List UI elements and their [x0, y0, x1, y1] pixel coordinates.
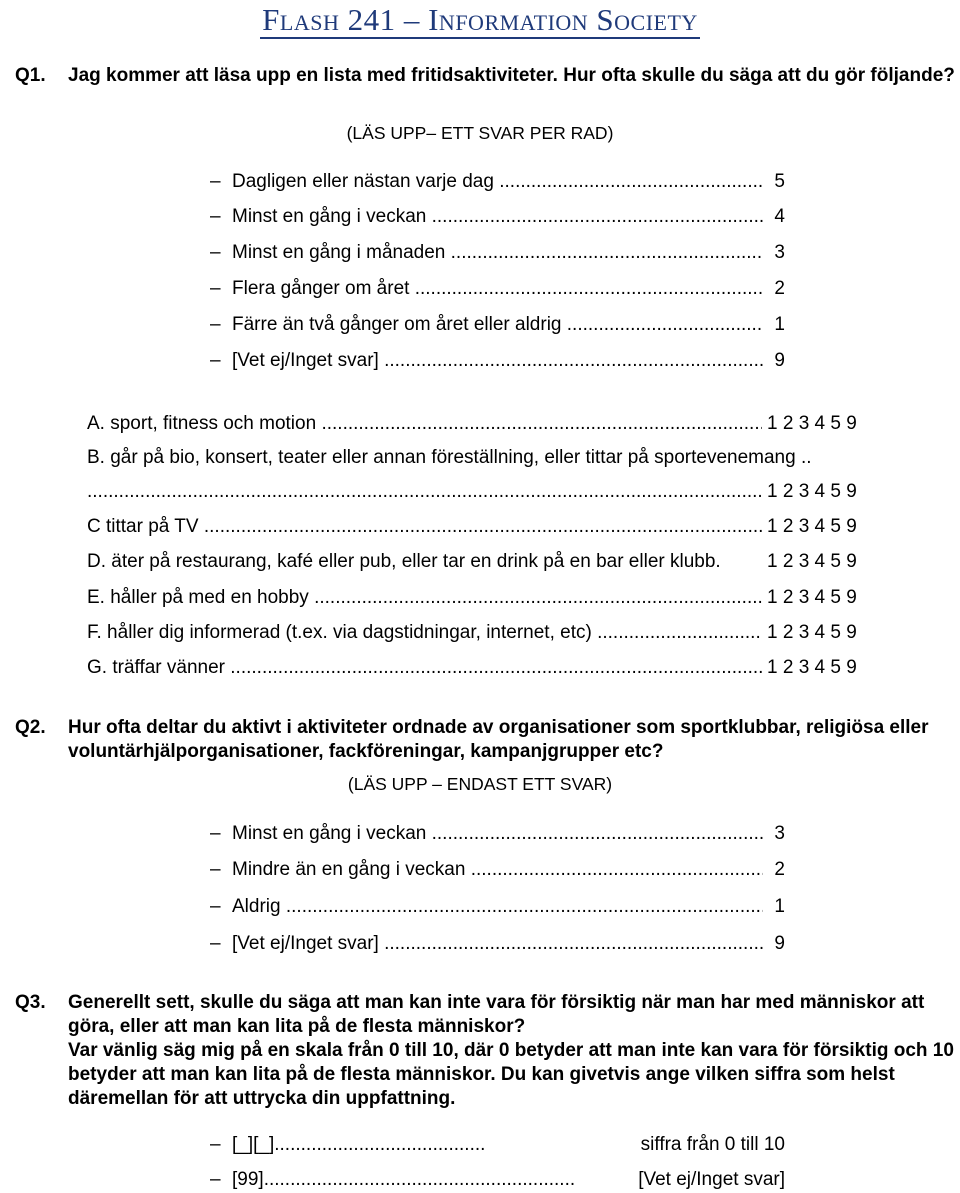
- q2-option: [210, 895, 785, 919]
- q2-text: Hur ofta deltar du aktivt i aktiviteter ordnade av organisationer som sportklubbar, religiösa eller voluntärhjälporganisationer, fackföreningar, kampanjgrupper etc?: [68, 717, 929, 762]
- option-code: 3: [763, 241, 785, 265]
- q2-option: [210, 858, 785, 882]
- dash-icon: –: [210, 1134, 221, 1155]
- dash-icon: –: [210, 350, 221, 371]
- option-label: Minst en gång i veckan .....: [232, 822, 763, 846]
- q1-option: [210, 349, 785, 373]
- q1-item: [87, 446, 877, 470]
- q2-instruction: (LÄS UPP – ENDAST ETT SVAR): [347, 774, 613, 794]
- item-codes: 1 2 3 4 5 9: [767, 481, 857, 502]
- q3-text: Generellt sett, skulle du säga att man kan inte vara för försiktig när man har med människor att göra, eller att man kan lita på de flesta människor?: [68, 992, 925, 1037]
- q1-item: [87, 412, 877, 436]
- dash-icon: –: [210, 278, 221, 299]
- q1-item: [87, 480, 877, 504]
- q1-instruction: (LÄS UPP– ETT SVAR PER RAD): [346, 123, 614, 143]
- q3-option: [210, 1133, 785, 1157]
- option-code: 1: [763, 895, 785, 919]
- item-label: F. håller dig informerad (t.ex. via dagstidningar, internet, etc) .....: [87, 621, 762, 645]
- dash-icon: –: [210, 314, 221, 335]
- q1-text: Jag kommer att läsa upp en lista med fritidsaktiviteter. Hur ofta skulle du säga att du gör följande?: [68, 65, 955, 86]
- page-title: Flash 241 – Information Society: [262, 2, 698, 37]
- item-label: B. går på bio, konsert, teater eller annan föreställning, eller tittar på sportevenemang ..: [87, 447, 812, 468]
- option-code: siffra från 0 till 10: [640, 1134, 785, 1155]
- q1-option: [210, 205, 785, 229]
- option-label: Mindre än en gång i veckan .....: [232, 858, 763, 882]
- q1-option: [210, 170, 785, 194]
- option-label: Färre än två gånger om året eller aldrig .....: [232, 313, 763, 337]
- option-code: 9: [763, 932, 785, 956]
- q2-number: Q2.: [15, 717, 46, 738]
- q1-number: Q1.: [15, 65, 46, 86]
- q1-item: [87, 515, 877, 539]
- q2-option: [210, 822, 785, 846]
- q1-option: [210, 277, 785, 301]
- option-label: Flera gånger om året .....: [232, 277, 763, 301]
- option-code: 1: [763, 313, 785, 337]
- q3-text-scale: Var vänlig säg mig på en skala från 0 till 10, där 0 betyder att man inte kan vara för försiktig och 10 betyder att man kan lita på de flesta människor. Du kan givetvis ange vilken siffra som helst däremellan för att uttrycka din uppfattning.: [68, 1040, 954, 1109]
- option-label: [_][_]........................................: [232, 1134, 486, 1155]
- item-label: C tittar på TV .....: [87, 515, 762, 539]
- q1-item: [87, 586, 877, 610]
- option-code: 5: [763, 170, 785, 194]
- option-label: Dagligen eller nästan varje dag .....: [232, 170, 763, 194]
- dash-icon: –: [210, 823, 221, 844]
- option-label: Minst en gång i månaden .....: [232, 241, 763, 265]
- dash-icon: –: [210, 206, 221, 227]
- q1-option: [210, 241, 785, 265]
- item-codes: 1 2 3 4 5 9: [767, 551, 857, 572]
- option-code: 4: [763, 205, 785, 229]
- option-code: 2: [763, 277, 785, 301]
- q1-item: [87, 656, 877, 680]
- item-label: D. äter på restaurang, kafé eller pub, eller tar en drink på en bar eller klubb.: [87, 551, 721, 572]
- q2-option: [210, 932, 785, 956]
- option-label: Minst en gång i veckan .....: [232, 205, 763, 229]
- item-label: A. sport, fitness och motion .....: [87, 412, 762, 436]
- item-label: E. håller på med en hobby .....: [87, 586, 762, 610]
- item-codes: 1 2 3 4 5 9: [767, 622, 857, 643]
- option-label: [Vet ej/Inget svar] .....: [232, 349, 763, 373]
- dash-icon: –: [210, 896, 221, 917]
- option-code: 9: [763, 349, 785, 373]
- option-label: Aldrig .....: [232, 895, 763, 919]
- q3-option: [210, 1168, 785, 1192]
- dash-icon: –: [210, 933, 221, 954]
- dash-icon: –: [210, 242, 221, 263]
- dash-icon: –: [210, 1169, 221, 1190]
- q1-item: [87, 550, 877, 574]
- q1-option: [210, 313, 785, 337]
- item-codes: 1 2 3 4 5 9: [767, 516, 857, 537]
- item-codes: 1 2 3 4 5 9: [767, 587, 857, 608]
- option-code: 3: [763, 822, 785, 846]
- item-codes: 1 2 3 4 5 9: [767, 657, 857, 678]
- dash-icon: –: [210, 859, 221, 880]
- item-label: [87, 480, 762, 504]
- option-label: [99]...........................................................: [232, 1169, 576, 1190]
- item-label: G. träffar vänner .....: [87, 656, 762, 680]
- option-label: [Vet ej/Inget svar] .....: [232, 932, 763, 956]
- dash-icon: –: [210, 171, 221, 192]
- item-codes: 1 2 3 4 5 9: [767, 413, 857, 434]
- option-code: 2: [763, 858, 785, 882]
- q1-item: [87, 621, 877, 645]
- option-code: [Vet ej/Inget svar]: [638, 1169, 785, 1190]
- q3-number: Q3.: [15, 992, 46, 1013]
